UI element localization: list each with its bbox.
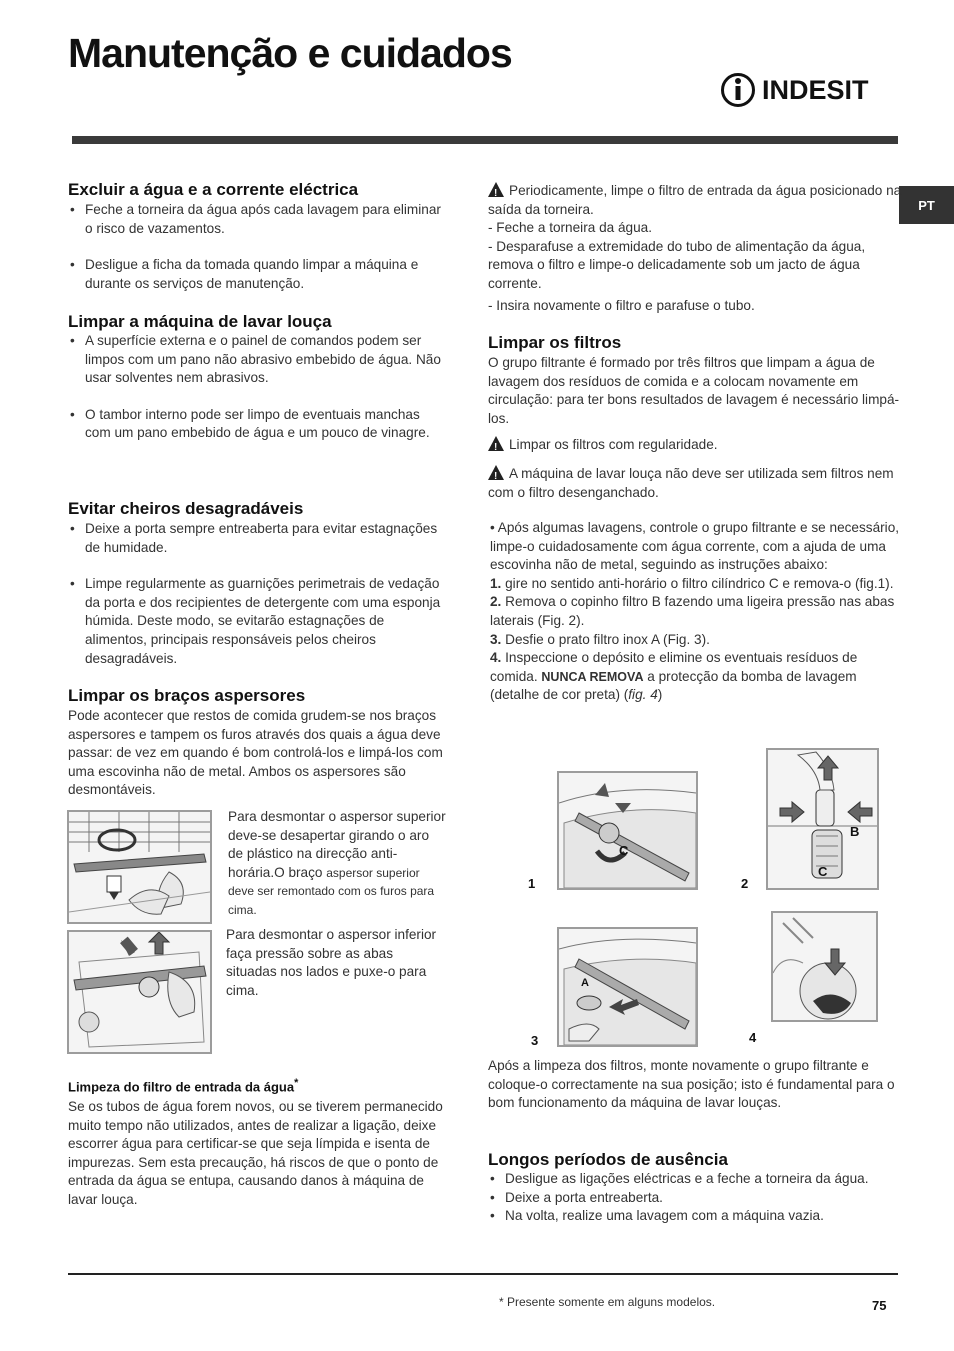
figure-number: 1 [528,876,536,891]
language-tab[interactable]: PT [899,186,954,224]
section-heading-water-power: Excluir a água e a corrente eléctrica [68,180,359,199]
step-1 [490,575,902,594]
inlet-filter-steps [488,182,906,315]
section-heading-clean-machine: Limpar a máquina de lavar louça [68,312,332,331]
figure-number: 3 [531,1033,539,1048]
filters-bullet: • Após algumas lavagens, controle o grupo filtrante e se necessário, limpe-o cuidadosamente com água corrente, com a ajuda de uma escovinha não de metal, seguindo as instruções abaixo: [490,520,900,573]
filter-label-c: C [619,843,629,858]
header-bar [72,136,898,144]
figure-number: 2 [741,876,749,891]
filter-label-b: B [850,824,860,839]
page-title: Manutenção e cuidados [68,30,512,76]
brand-logo [720,72,869,108]
step-3 [490,631,902,650]
footnote: * Presente somente em alguns modelos. [499,1295,716,1309]
indesit-i-icon [720,72,756,108]
filter-cleaning-steps [490,519,902,705]
section-heading-absence: Longos períodos de ausência [488,1150,728,1169]
inlet-step-text: Periodicamente, limpe o filtro de entrada da água posicionado na saída da torneira. [488,183,902,217]
footnote-marker: * [294,1077,299,1089]
inlet-filter-text: Se os tubos de água forem novos, ou se tiverem permanecido muito tempo não utilizados, antes de realizar a ligação, deixe escorrer água para certificar-se que seja límpida e isenta de impurezas. Sem esta precaução, há riscos de que o ponto de entrada da água se entupa, causando danos à máquina de lavar louça. [68,1099,443,1207]
step-number: 3. [490,631,502,647]
step-text: gire no sentido anti-horário o filtro cilíndrico C e remova-o (fig.1). [505,575,894,591]
step-text: ) [657,687,663,703]
list-item: • Deixe a porta sempre entreaberta para evitar estagnações de humidade. [68,520,448,557]
warning-text: A máquina de lavar louça não deve ser utilizada sem filtros nem com o filtro desenganchado. [488,466,894,500]
step-number: 1. [490,575,502,591]
section-heading-spray-arms: Limpar os braços aspersores [68,686,306,705]
step-text: Remova o copinho filtro B fazendo uma ligeira pressão nas abas laterais (Fig. 2). [490,594,895,628]
list-item: • Feche a torneira da água após cada lavagem para eliminar o risco de vazamentos. [68,201,448,238]
list-item: • Deixe a porta entreaberta. [488,1189,888,1208]
step-2 [490,593,902,630]
warning-icon [488,465,504,480]
list-item: • Desligue a ficha da tomada quando limpar a máquina e durante os serviços de manutenção. [68,256,448,293]
inlet-step [488,182,906,219]
inlet-step: - Insira novamente o filtro e parafuse o tubo. [488,297,755,313]
list-item: • O tambor interno pode ser limpo de eventuais manchas com um pano embebido de água e um pouco de vinagre. [68,406,448,443]
step-warning-text: NUNCA REMOVA [541,669,644,684]
bullet-list [68,201,448,293]
inlet-filter-heading-text: Limpeza do filtro de entrada da água [68,1079,295,1095]
inlet-step: - Desparafuse a extremidade do tubo de alimentação da água, remova o filtro e limpe-o delicadamente sob um jacto de água corrente. [488,238,866,291]
reassembly-text: Após a limpeza dos filtros, monte novamente o grupo filtrante e coloque-o correctamente na sua posição; isto é fundamental para o bom funcionamento da máquina de lavar louças. [488,1058,895,1111]
step-text: Desfie o prato filtro inox A (Fig. 3). [505,631,710,647]
brand-name: INDESIT [762,74,869,105]
figure-4-illustration [771,911,878,1022]
page-number: 75 [872,1298,887,1313]
inlet-step: - Feche a torneira da água. [488,220,652,236]
filter-label-c: C [818,864,828,879]
upper-arm-instructions [228,808,446,920]
list-item: • Desligue as ligações eléctricas e a feche a torneira da água. [488,1170,888,1189]
figure-number: 4 [749,1030,757,1045]
inlet-filter-heading [68,1077,298,1094]
warning-icon [488,436,504,451]
step-number: 4. [490,650,502,666]
upper-arm-text: Para desmontar o aspersor superior deve-se desapertar girando o aro de plástico na direcção anti-horária.O braço [228,809,446,880]
figure-reference: fig. 4 [628,687,658,703]
list-item: • Na volta, realize uma lavagem com a máquina vazia. [488,1207,888,1226]
spray-arms-text: Pode acontecer que restos de comida grudem-se nos braços aspersores e tampem os furos através dos quais a água deve passar: de vez em quando é bom controlá-los e limpá-los com uma escovinha não de metal. Ambos os aspersores são desmontáveis. [68,708,443,798]
footer-rule [68,1273,898,1275]
bullet-list [68,520,448,668]
filters-text: O grupo filtrante é formado por três filtros que limpam a água de lavagem dos resíduos de comida e a colocam novamente em circulação: para ter bons resultados de lavagem é necessário limpá-los. [488,355,900,426]
upper-arm-note: aspersor superior deve ser remontado com os furos para cima. [228,865,435,917]
filters-warning-1 [488,436,906,455]
upper-spray-arm-illustration [67,810,212,924]
filter-label-a: A [581,977,589,989]
section-heading-odors: Evitar cheiros desagradáveis [68,499,304,518]
filters-warning-2 [488,465,906,502]
section-heading-filters: Limpar os filtros [488,333,622,352]
figure-3-illustration [557,927,698,1047]
step-number: 2. [490,594,502,610]
list-item: • Limpe regularmente as guarnições perimetrais de vedação da porta e dos recipientes de detergente com uma esponja húmida. Deste modo, se evitarão estagnações de alimentos, principais responsáveis pelos cheiros desagradáveis. [68,575,448,668]
figure-1-illustration [557,771,698,890]
warning-text: Limpar os filtros com regularidade. [509,437,718,452]
lower-spray-arm-illustration [67,930,212,1054]
lower-arm-instructions: Para desmontar o aspersor inferior faça pressão sobre as abas situadas nos lados e puxe-o para cima. [226,927,437,998]
list-item: • A superfície externa e o painel de comandos podem ser limpos com um pano não abrasivo embebido de água. Não usar solventes nem abrasivos. [68,332,448,388]
bullet-list [68,332,448,443]
step-text: Inspeccione o depósito e elimine os eventuais resíduos de comida. [490,650,858,684]
bullet-list [488,1170,888,1226]
figure-2-illustration [766,748,879,890]
warning-icon [488,182,504,197]
step-text: a protecção da bomba de lavagem (detalhe de cor preta) ( [490,668,857,703]
step-4 [490,649,902,705]
